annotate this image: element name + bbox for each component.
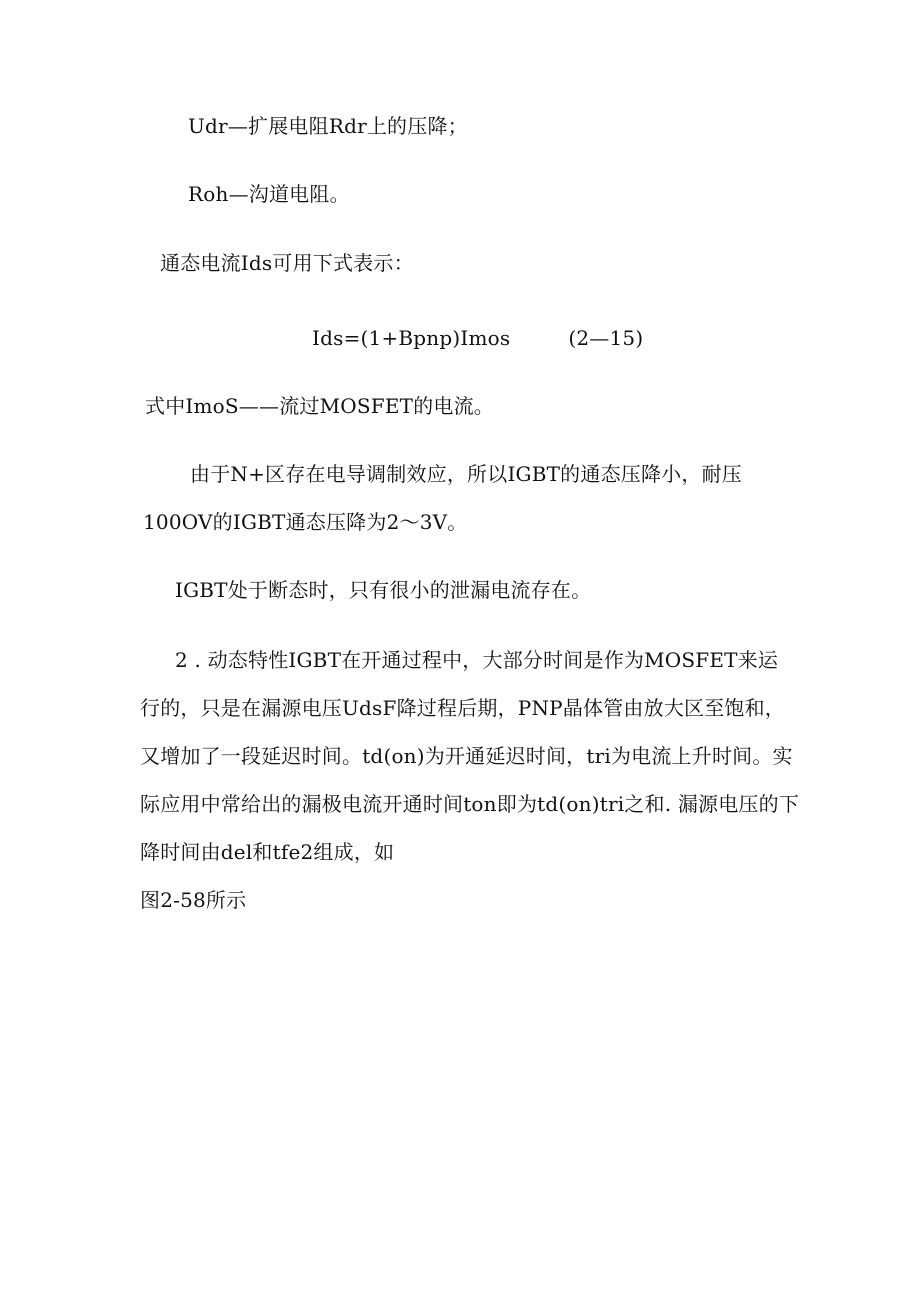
imos-definition: 式中ImoS——流过MOSFET的电流。 bbox=[145, 394, 494, 418]
formula-number: (2—15) bbox=[568, 326, 644, 350]
off-state-paragraph: IGBT处于断态时，只有很小的泄漏电流存在。 bbox=[175, 578, 592, 602]
figure-reference: 图2-58所示 bbox=[140, 888, 247, 912]
modulation-paragraph-line-2: 100OV的IGBT通态压降为2～3V。 bbox=[143, 510, 468, 534]
dynamic-paragraph-line-4: 际应用中常给出的漏极电流开通时间ton即为td(on)tri之和. 漏源电压的下 bbox=[140, 792, 800, 816]
udr-definition: Udr—扩展电阻Rdr上的压降； bbox=[188, 114, 468, 138]
dynamic-paragraph-line-5: 降时间由del和tfe2组成，如 bbox=[140, 840, 395, 864]
formula-line bbox=[312, 324, 643, 352]
roh-definition: Roh—沟道电阻。 bbox=[188, 182, 350, 206]
dynamic-paragraph-line-3: 又增加了一段延迟时间。td(on)为开通延迟时间，tri为电流上升时间。实 bbox=[140, 744, 793, 768]
ids-intro: 通态电流Ids可用下式表示： bbox=[160, 251, 414, 275]
modulation-paragraph-line-1: 由于N+区存在电导调制效应，所以IGBT的通态压降小，耐压 bbox=[190, 462, 742, 486]
dynamic-paragraph-line-1: 2 . 动态特性IGBT在开通过程中，大部分时间是作为MOSFET来运 bbox=[175, 648, 779, 672]
dynamic-paragraph-line-2: 行的，只是在漏源电压UdsF降过程后期，PNP晶体管由放大区至饱和， bbox=[140, 696, 786, 720]
formula: Ids=(1+Bpnp)Imos bbox=[312, 326, 511, 350]
